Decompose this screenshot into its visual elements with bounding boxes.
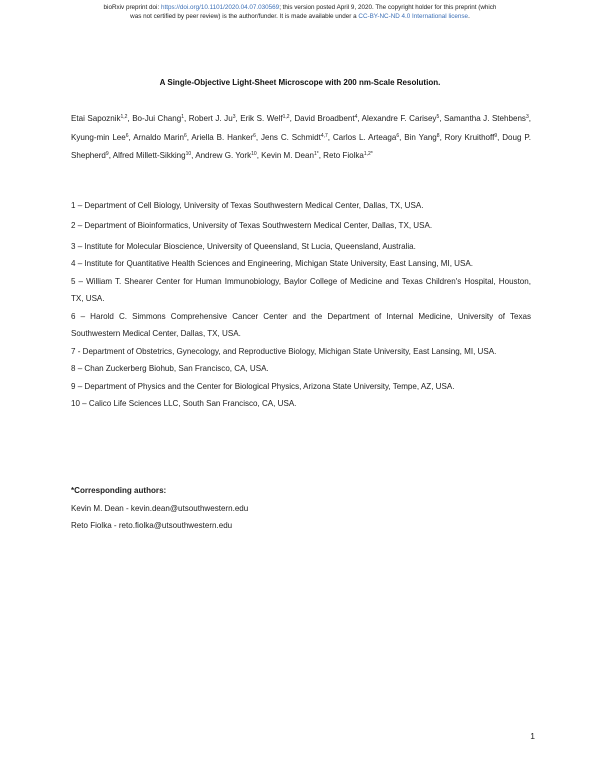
- author-name: Kevin M. Dean: [261, 151, 314, 161]
- corresponding-entry: Reto Fiolka - reto.fiolka@utsouthwestern.edu: [71, 521, 233, 530]
- author-name: Alfred Millett-Sikking: [112, 151, 186, 161]
- header-suffix-2: .: [468, 13, 470, 20]
- author-name: Samantha J. Stehbens: [443, 114, 526, 123]
- preprint-header: [28, 3, 572, 21]
- author-name: Doug P. Shepherd: [71, 132, 531, 161]
- corresponding-entry: Kevin M. Dean - kevin.dean@utsouthwestern.edu: [71, 503, 249, 513]
- author-affiliation-marker: 9: [494, 132, 498, 139]
- affiliation-item: 8 – Chan Zuckerberg Biohub, San Francisco, CA, USA.: [71, 364, 269, 373]
- author-affiliation-marker: 6: [125, 132, 129, 139]
- author-name: Arnaldo Marin: [133, 132, 184, 142]
- affiliation-item: 7 - Department of Obstetrics, Gynecology, and Reproductive Biology, Michigan State University, East Lansing, MI, USA.: [71, 346, 497, 356]
- author-affiliation-marker: 6: [253, 132, 256, 139]
- header-prefix: bioRxiv preprint doi:: [103, 4, 161, 11]
- paper-title: A Single-Objective Light-Sheet Microscope with 200 nm-Scale Resolution.: [159, 78, 441, 87]
- affiliation-item: 4 – Institute for Quantitative Health Sciences and Engineering, Michigan State University, East Lansing, MI, USA.: [71, 259, 473, 268]
- author-affiliation-marker: 1,2: [120, 114, 128, 120]
- affiliation-list: [71, 197, 531, 413]
- affiliation-item: 3 – Institute for Molecular Bioscience, University of Queensland, St Lucia, Queensland, Australia.: [71, 241, 416, 251]
- author-name: Andrew G. York: [195, 151, 252, 161]
- affiliation-item: 2 – Department of Bioinformatics, University of Texas Southwestern Medical Center, Dallas, TX, USA.: [71, 221, 433, 230]
- author-name: Bin Yang: [404, 132, 437, 142]
- author-name: Rory Kruithoff: [444, 132, 495, 142]
- affiliation-item: 10 – Calico Life Sciences LLC, South San Francisco, CA, USA.: [71, 399, 297, 408]
- author-affiliation-marker: 1,2: [282, 114, 290, 120]
- author-name: Bo-Jui Chang: [132, 114, 182, 123]
- author-affiliation-marker: 4: [354, 114, 358, 120]
- author-name: Kyung-min Lee: [71, 132, 126, 142]
- author-name: Reto Fiolka: [323, 151, 364, 161]
- author-affiliation-marker: 5: [436, 114, 440, 120]
- header-line-2: [28, 12, 572, 21]
- corresponding-authors: [71, 482, 531, 535]
- author-affiliation-marker: 1,2*: [363, 151, 373, 158]
- author-list: Etai Sapoznik$^{1,2}$, Bo-Jui Chang$^1$, Robert J. Ju$^3$, Erik S. Welf$^{1,2}$, David Broadbent$^4$, Alexandre F. Carisey$^5$, Samantha J. Stehbens$^3$, Kyung-min Lee$^6$, Arnaldo Marin$^6$, Ariella B. Hanker$^6$, Jens C. Schmidt$^{4,7}$, Carlos L. Arteaga$^6$, Bin Yang$^8$, Rory Kruithoff$^9$, Doug P. Shepherd$^9$, Alfred Millett-Sikking$^{10}$, Andrew G. York$^{10}$, Kevin M. Dean$^{1*}$, Reto Fiolka$^{1,2*}$: [71, 114, 531, 161]
- author-affiliation-marker: 9: [105, 151, 109, 158]
- author-affiliation-marker: 10: [185, 151, 192, 158]
- author-name: Etai Sapoznik: [71, 114, 121, 123]
- author-name: David Broadbent: [294, 114, 355, 123]
- author-name: Erik S. Welf: [240, 114, 283, 123]
- corresponding-heading: *Corresponding authors:: [71, 486, 167, 495]
- author-name: Ariella B. Hanker: [191, 132, 254, 142]
- header-suffix: ; this version posted April 9, 2020. The copyright holder for this preprint (which: [279, 4, 497, 11]
- doi-link[interactable]: https://doi.org/10.1101/2020.04.07.030569: [160, 4, 280, 11]
- author-affiliation-marker: 4,7: [320, 132, 328, 139]
- header-line-1: [28, 3, 572, 12]
- author-affiliation-marker: 8: [436, 132, 440, 139]
- license-link[interactable]: CC-BY-NC-ND 4.0 International license: [358, 13, 469, 20]
- affiliation-item: 5 – William T. Shearer Center for Human Immunobiology, Baylor College of Medicine and Texas Children's Hospital, Houston, TX, USA.: [71, 276, 531, 303]
- author-name: Carlos L. Arteaga: [332, 132, 397, 142]
- author-affiliation-marker: 6: [396, 132, 400, 139]
- author-affiliation-marker: 3: [525, 114, 529, 120]
- affiliation-item: 1 – Department of Cell Biology, University of Texas Southwestern Medical Center, Dallas, TX, USA.: [71, 201, 424, 210]
- author-name: Jens C. Schmidt: [260, 132, 321, 142]
- affiliation-item: 6 – Harold C. Simmons Comprehensive Cancer Center and the Department of Internal Medicine, University of Texas Southwestern Medical Center, Dallas, TX, USA.: [71, 311, 531, 338]
- author-affiliation-marker: 6: [183, 132, 187, 139]
- affiliation-item: 9 – Department of Physics and the Center for Biological Physics, Arizona State University, Tempe, AZ, USA.: [71, 381, 455, 391]
- author-name: Alexandre F. Carisey: [361, 114, 437, 123]
- author-affiliation-marker: 1: [181, 114, 184, 120]
- header-prefix-2: was not certified by peer review) is the author/funder. It is made available under a: [130, 13, 359, 20]
- author-affiliation-marker: 3: [232, 114, 236, 120]
- page-number: 1: [530, 731, 535, 741]
- author-name: Robert J. Ju: [188, 114, 233, 123]
- author-affiliation-marker: 1*: [313, 151, 319, 158]
- author-affiliation-marker: 10: [251, 151, 257, 158]
